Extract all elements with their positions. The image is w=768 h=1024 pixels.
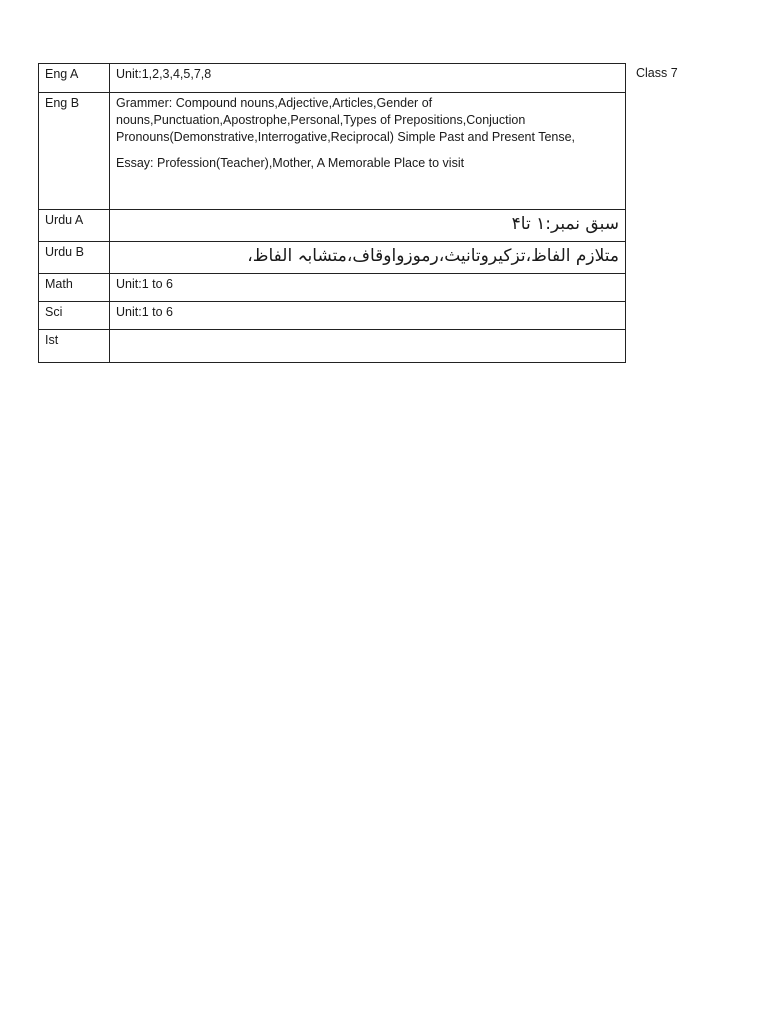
content-cell: [110, 330, 626, 363]
subject-cell: Ist: [39, 330, 110, 363]
table-row: [39, 64, 626, 93]
subject-cell: Eng B: [39, 93, 110, 210]
syllabus-table: [38, 63, 626, 363]
content-cell: Unit:1,2,3,4,5,7,8: [110, 64, 626, 93]
table-row: [39, 302, 626, 330]
subject-cell: Eng A: [39, 64, 110, 93]
content-cell: Unit:1 to 6: [110, 302, 626, 330]
essay-topics: Essay: Profession(Teacher),Mother, A Memorable Place to visit: [116, 156, 465, 170]
content-cell: Unit:1 to 6: [110, 274, 626, 302]
table-row: [39, 210, 626, 242]
grammar-topics: Grammer: Compound nouns,Adjective,Articles,Gender of nouns,Punctuation,Apostrophe,Personal,Types of Prepositions,Conjuction Pronouns(Demonstrative,Interrogative,Reciprocal) Simple Past and Present Tense,: [116, 96, 576, 144]
content-cell: [110, 93, 626, 210]
subject-cell: Sci: [39, 302, 110, 330]
class-label: Class 7: [636, 66, 678, 80]
table-row: [39, 93, 626, 210]
table-row: [39, 242, 626, 274]
content-cell: متلازم الفاظ،تزکیروتانیث،رموزواوقاف،متشابہ الفاظ،: [110, 242, 626, 274]
subject-cell: Urdu B: [39, 242, 110, 274]
subject-cell: Math: [39, 274, 110, 302]
subject-cell: Urdu A: [39, 210, 110, 242]
content-cell: سبق نمبر:۱ تا۴: [110, 210, 626, 242]
table-row: [39, 330, 626, 363]
table-row: [39, 274, 626, 302]
